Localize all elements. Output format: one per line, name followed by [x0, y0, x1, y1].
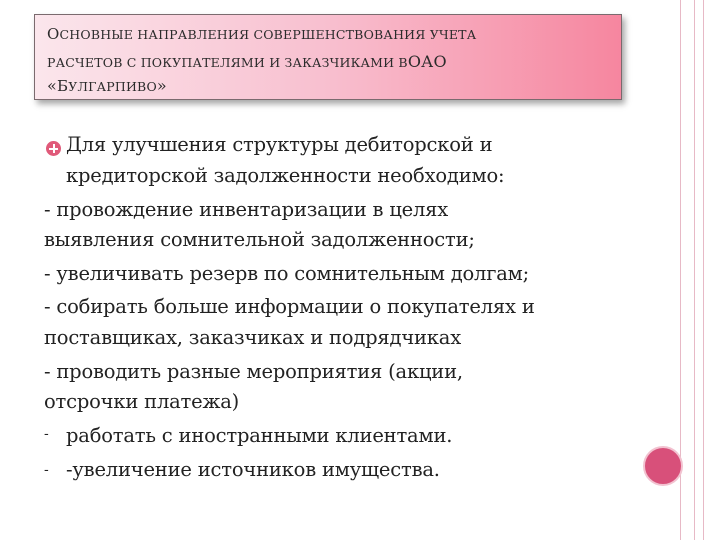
body-text-line: - проводить разные мероприятия (акции, — [44, 360, 463, 383]
title-text: СНОВНЫЕ НАПРАВЛЕНИЯ СОВЕРШЕНСТВОВАНИЯ УЧЕТА — [59, 27, 477, 42]
body-text-line: - провождение инвентаризации в целях — [44, 198, 449, 221]
slide-title-box — [34, 14, 622, 100]
decor-circle — [643, 446, 683, 486]
body-text-line: поставщиках, заказчиках и подрядчиках — [44, 326, 462, 349]
body-text-line: выявления сомнительной задолженности; — [44, 228, 475, 251]
list-dash: - — [44, 462, 49, 478]
title-text: УЛГАРПИВО — [68, 79, 157, 94]
title-initial: О — [47, 25, 60, 43]
title-quote-close: » — [156, 76, 167, 95]
body-text-line: работать с иностранными клиентами. — [66, 424, 453, 447]
decor-line-3 — [703, 0, 704, 540]
body-text-line: Для улучшения структуры дебиторской и — [66, 133, 493, 156]
list-dash: - — [44, 426, 49, 442]
body-text-line: кредиторской задолженности необходимо: — [66, 164, 505, 187]
title-line-3 — [47, 76, 167, 95]
body-text-line: отсрочки платежа) — [44, 390, 240, 413]
decor-line-2 — [694, 0, 695, 540]
title-text: РАСЧЕТОВ С ПОКУПАТЕЛЯМИ И ЗАКАЗЧИКАМИ В — [47, 55, 408, 70]
body-text-line: -увеличение источников имущества. — [66, 458, 440, 481]
title-line-1 — [47, 25, 476, 43]
title-initial: Б — [57, 77, 69, 95]
title-quote-open: « — [47, 76, 57, 95]
body-text-line: - собирать больше информации о покупателях и — [44, 295, 535, 318]
plus-circle-icon — [46, 141, 61, 156]
title-org: ОАО — [407, 52, 447, 71]
body-text-line: - увеличивать резерв по сомнительным долгам; — [44, 262, 530, 285]
title-line-2 — [47, 52, 447, 71]
